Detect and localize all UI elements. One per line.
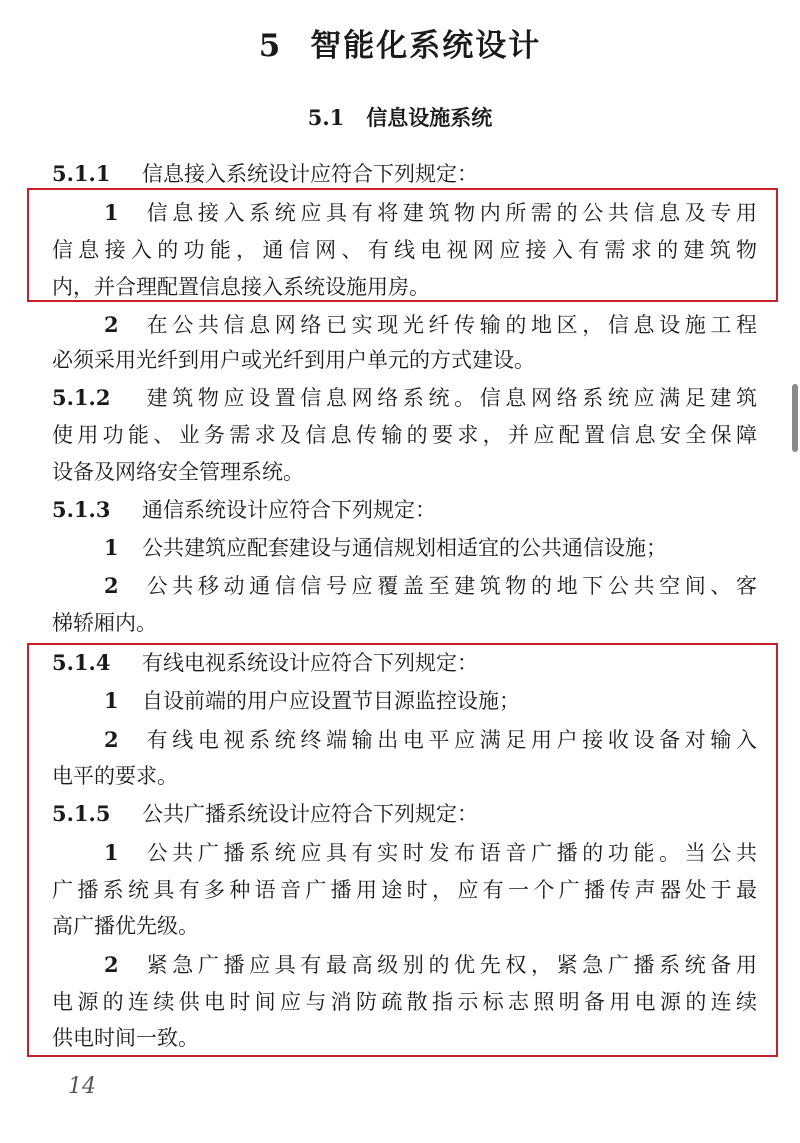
clause-text: 建筑物应设置信息网络系统。信息网络系统应满足建筑 (142, 386, 757, 410)
clause-number: 5.1.3 (52, 497, 111, 522)
clause-5-1-3-item-2-line-2: 梯轿厢内。 (52, 611, 157, 635)
clause-5-1-1-item-1-line-3: 内，并合理配置信息接入系统设施用房。 (52, 275, 430, 299)
chapter-number: 5 (258, 28, 283, 64)
clause-5-1-5-item-2-line-3: 供电时间一致。 (52, 1026, 199, 1050)
page-number: 14 (68, 1074, 96, 1099)
chapter-title: 智能化系统设计 (310, 28, 542, 64)
clause-text: 信息接入系统设计应符合下列规定： (142, 162, 478, 186)
item-text: 公共广播系统应具有实时发布语音广播的功能。当公共 (142, 841, 757, 865)
clause-number: 5.1.4 (52, 650, 111, 675)
clause-5-1-4-item-2-line-2: 电平的要求。 (52, 764, 178, 788)
item-number: 1 (104, 840, 119, 865)
clause-5-1-3 (52, 490, 757, 530)
clause-5-1-5-item-1-line-2: 广播系统具有多种语音广播用途时，应有一个广播传声器处于最 (52, 878, 757, 902)
item-text: 公共建筑应配套建设与通信规划相适宜的公共通信设施； (142, 536, 667, 560)
item-number: 1 (104, 535, 119, 560)
clause-5-1-3-item-2-line-1 (104, 566, 757, 606)
section-number: 5.1 (307, 105, 345, 130)
clause-text: 通信系统设计应符合下列规定： (142, 498, 436, 522)
item-text: 在公共信息网络已实现光纤传输的地区，信息设施工程 (142, 313, 757, 337)
clause-5-1-5-item-1-line-3: 高广播优先级。 (52, 914, 199, 938)
item-number: 2 (104, 573, 119, 598)
clause-5-1-2-line-2: 使用功能、业务需求及信息传输的要求，并应配置信息安全保障 (52, 423, 757, 447)
item-number: 2 (104, 952, 119, 977)
clause-5-1-1-item-2-line-1 (104, 305, 757, 345)
clause-text: 有线电视系统设计应符合下列规定： (142, 651, 478, 675)
item-number: 2 (104, 727, 119, 752)
highlight-box-top (27, 188, 778, 302)
clause-number: 5.1.2 (52, 385, 111, 410)
clause-5-1-1-item-2-line-2: 必须采用光纤到用户或光纤到用户单元的方式建设。 (52, 348, 535, 372)
clause-5-1-3-item-1 (104, 528, 757, 568)
clause-text: 公共广播系统设计应符合下列规定： (142, 802, 478, 826)
clause-5-1-2-line-1 (52, 378, 757, 418)
clause-5-1-5-item-2-line-2: 电源的连续供电时间应与消防疏散指示标志照明备用电源的连续 (52, 990, 757, 1014)
item-number: 2 (104, 312, 119, 337)
item-number: 1 (104, 688, 119, 713)
chapter-heading (0, 20, 800, 65)
item-text: 紧急广播应具有最高级别的优先权，紧急广播系统备用 (142, 953, 757, 977)
item-text: 信息接入系统应具有将建筑物内所需的公共信息及专用 (142, 201, 757, 225)
item-text: 有线电视系统终端输出电平应满足用户接收设备对输入 (142, 728, 757, 752)
item-number: 1 (104, 200, 119, 225)
section-title: 信息设施系统 (366, 105, 493, 130)
scrollbar-thumb[interactable] (792, 384, 798, 452)
highlight-box-bottom (27, 643, 778, 1057)
section-heading (0, 102, 800, 132)
clause-5-1-1-item-1-line-2: 信息接入的功能，通信网、有线电视网应接入有需求的建筑物 (52, 238, 757, 262)
item-text: 公共移动通信信号应覆盖至建筑物的地下公共空间、客 (142, 574, 757, 598)
item-text: 自设前端的用户应设置节目源监控设施； (142, 689, 520, 713)
clause-5-1-2-line-3: 设备及网络安全管理系统。 (52, 460, 304, 484)
clause-number: 5.1.5 (52, 801, 111, 826)
clause-number: 5.1.1 (52, 161, 111, 186)
